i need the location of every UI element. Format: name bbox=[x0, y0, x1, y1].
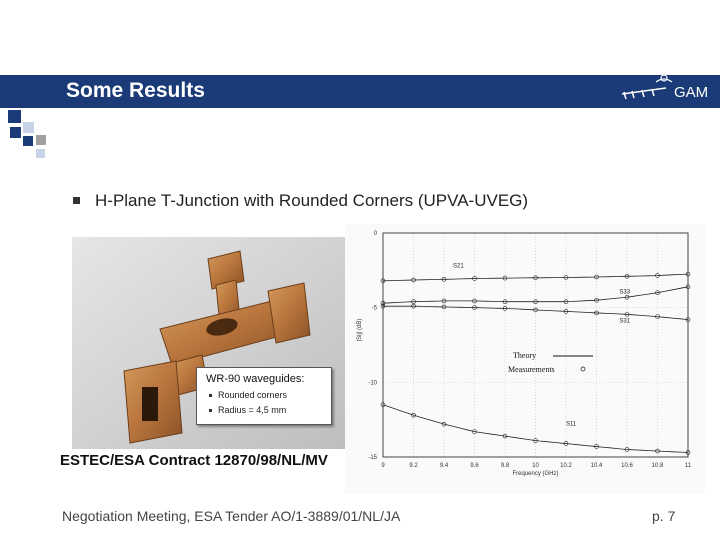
series-label-s33: S33 bbox=[619, 289, 631, 296]
legend-measurements-label: Measurements bbox=[508, 365, 555, 374]
x-tick-label: 10.2 bbox=[560, 463, 572, 469]
x-tick-label: 10 bbox=[532, 463, 539, 469]
decor-square bbox=[36, 135, 46, 145]
x-tick-label: 9 bbox=[381, 463, 385, 469]
x-tick-label: 9.4 bbox=[439, 463, 449, 469]
y-tick-label: -10 bbox=[368, 380, 377, 387]
footer-text: Negotiation Meeting, ESA Tender AO/1-3889/01/NL/JA bbox=[62, 508, 401, 524]
logo-text: GAM bbox=[674, 84, 709, 101]
contract-text: ESTEC/ESA Contract 12870/98/NL/MV bbox=[60, 452, 328, 469]
callout-item-text: Rounded corners bbox=[218, 390, 288, 400]
decor-square bbox=[8, 110, 21, 123]
decor-square bbox=[23, 136, 33, 146]
y-tick-label: -5 bbox=[371, 305, 377, 312]
decor-square bbox=[23, 122, 34, 133]
x-tick-label: 11 bbox=[684, 463, 692, 469]
x-tick-label: 9.8 bbox=[500, 463, 510, 469]
x-tick-label: 10.4 bbox=[590, 463, 603, 469]
slide-title: Some Results bbox=[66, 79, 205, 102]
x-tick-label: 9.6 bbox=[470, 463, 479, 469]
decor-square bbox=[36, 149, 45, 158]
series-label-s11: S11 bbox=[566, 421, 577, 428]
decor-square bbox=[10, 127, 21, 138]
x-axis-label: Frequency (GHz) bbox=[512, 471, 559, 477]
y-axis-label: |Sij| (dB) bbox=[357, 318, 363, 342]
x-tick-label: 10.6 bbox=[621, 463, 633, 469]
callout-item bbox=[209, 390, 287, 400]
callout-item-text: Radius = 4,5 mm bbox=[218, 405, 287, 415]
bullet-heading: H-Plane T-Junction with Rounded Corners (UPVA-UVEG) bbox=[95, 191, 529, 210]
bullet-marker bbox=[73, 197, 80, 204]
s-parameter-chart bbox=[345, 224, 705, 494]
page-number: p. 7 bbox=[652, 508, 676, 524]
callout-title: WR-90 waveguides: bbox=[206, 373, 305, 385]
legend-theory-label: Theory bbox=[513, 351, 537, 360]
series-label-s31: S31 bbox=[619, 318, 631, 325]
x-tick-label: 10.8 bbox=[651, 463, 664, 469]
y-tick-label: -15 bbox=[368, 455, 377, 461]
bullet-icon bbox=[209, 409, 212, 412]
series-label-s21: S21 bbox=[453, 263, 464, 270]
y-tick-label: 0 bbox=[373, 231, 377, 237]
x-tick-label: 9.2 bbox=[409, 463, 418, 469]
waveguide-callout bbox=[196, 367, 332, 425]
bullet-icon bbox=[209, 394, 212, 397]
callout-item bbox=[209, 405, 286, 415]
